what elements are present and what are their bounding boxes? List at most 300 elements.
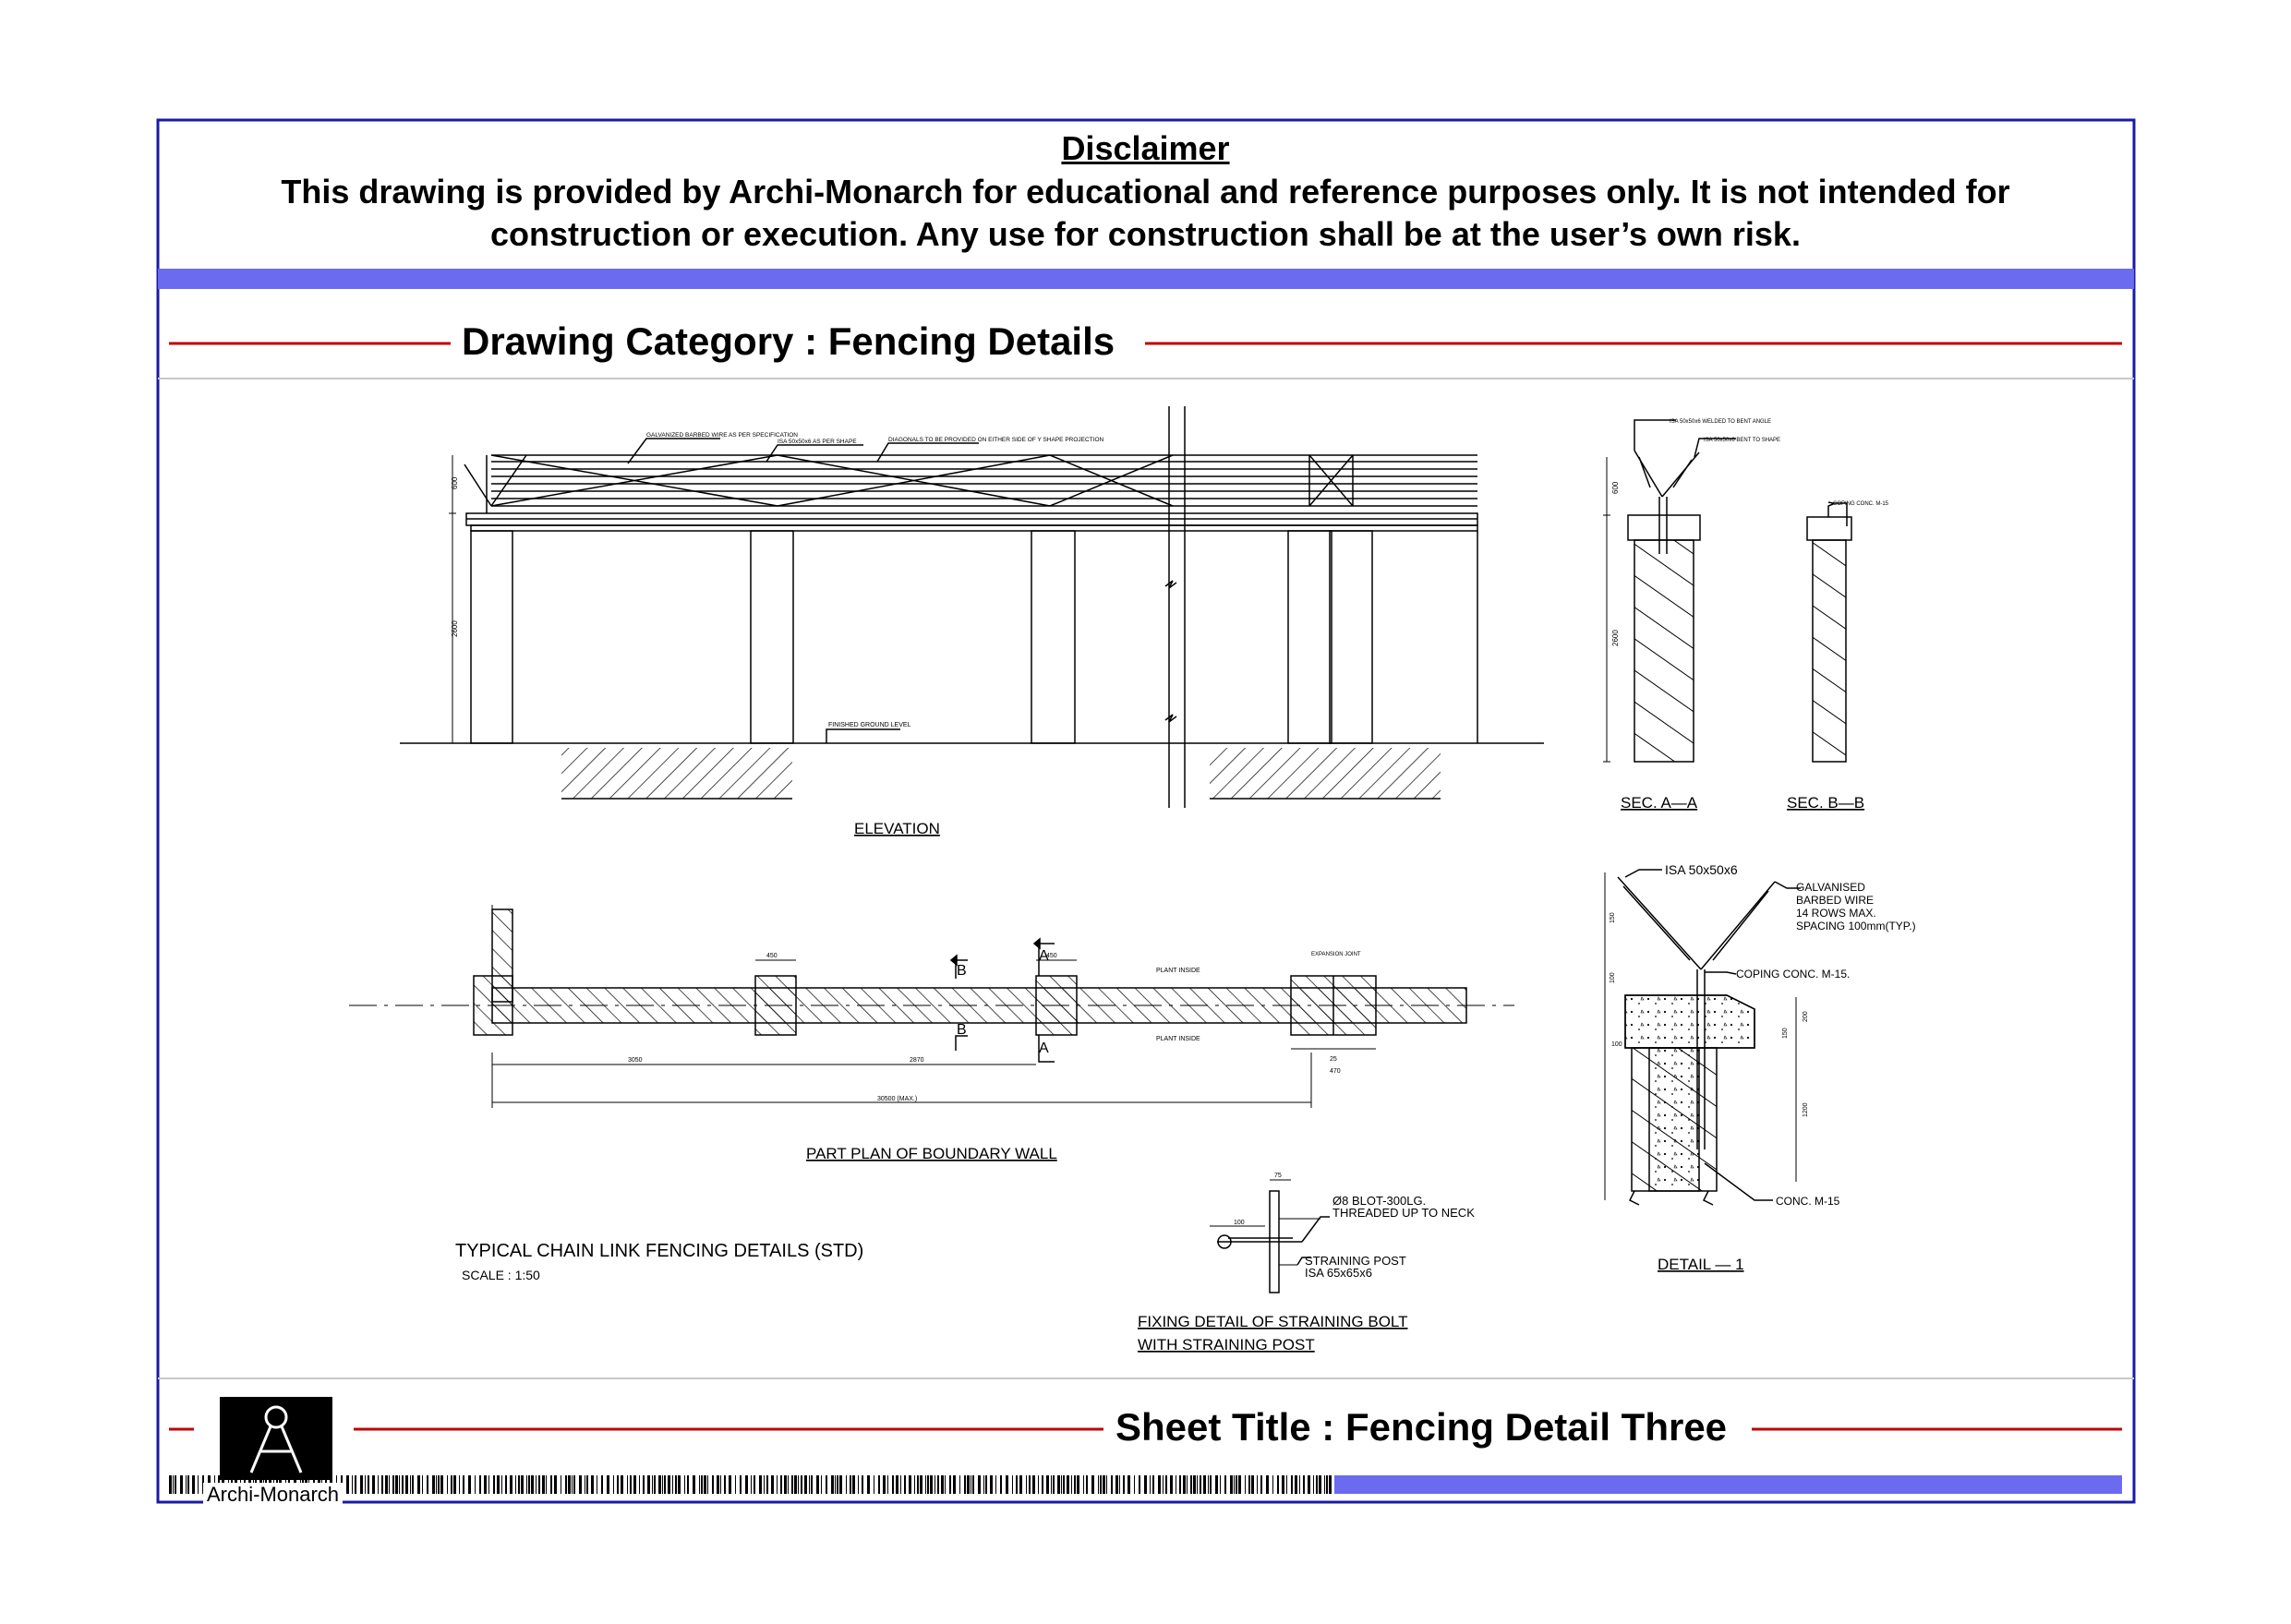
barcode-bar xyxy=(867,1475,870,1494)
barcode-bar xyxy=(909,1475,911,1494)
barcode-bar xyxy=(664,1475,666,1494)
barcode-bar xyxy=(927,1475,929,1494)
barcode-bar xyxy=(684,1475,685,1494)
barcode-bar xyxy=(186,1475,187,1494)
barcode-bar xyxy=(399,1475,400,1494)
barcode-bar xyxy=(1324,1475,1325,1494)
barcode-bar xyxy=(764,1475,765,1494)
d1-wire4: SPACING 100mm(TYP.) xyxy=(1796,920,1916,932)
barcode-bar xyxy=(368,1475,369,1494)
barcode-bar xyxy=(1299,1475,1300,1494)
barcode-bar xyxy=(1308,1475,1310,1494)
disclaimer-band xyxy=(158,269,2134,289)
barcode-bar xyxy=(978,1475,981,1494)
barcode-bar xyxy=(925,1475,926,1494)
barcode-bar xyxy=(1326,1475,1328,1494)
barcode-bar xyxy=(573,1475,575,1494)
barcode-bar xyxy=(360,1475,363,1494)
elev-note-ground: FINISHED GROUND LEVEL xyxy=(828,722,911,728)
detail1-drawing xyxy=(1605,870,1801,1205)
barcode-bar xyxy=(1111,1475,1113,1494)
barcode-bar xyxy=(672,1475,673,1494)
barcode-bar xyxy=(920,1475,922,1494)
barcode-bar xyxy=(788,1475,789,1494)
bb-note: COPING CONC. M-15 xyxy=(1833,501,1889,507)
barcode-bar xyxy=(1139,1475,1140,1494)
barcode-bar xyxy=(378,1475,379,1494)
barcode-bar xyxy=(1230,1475,1233,1494)
plan-dim-470: 470 xyxy=(1330,1068,1341,1075)
barcode-bar xyxy=(668,1475,670,1494)
barcode-bar xyxy=(1224,1475,1226,1494)
barcode-bar xyxy=(475,1475,476,1494)
barcode-bar xyxy=(835,1475,836,1494)
d1-dim-a: 100 xyxy=(1611,1041,1622,1048)
barcode-bar xyxy=(1190,1475,1192,1494)
bolt-note2: THREADED UP TO NECK xyxy=(1332,1206,1475,1220)
barcode-bar xyxy=(1061,1475,1062,1494)
barcode-bar xyxy=(352,1475,353,1494)
barcode-bar xyxy=(1042,1475,1043,1494)
barcode-bar xyxy=(1019,1475,1022,1494)
barcode-bar xyxy=(729,1475,731,1494)
barcode-bar xyxy=(1077,1475,1079,1494)
barcode-bar xyxy=(412,1475,414,1494)
barcode-bar xyxy=(1316,1475,1318,1494)
plan-label-plant-top: PLANT INSIDE xyxy=(1156,968,1200,974)
barcode-bar xyxy=(953,1475,956,1494)
bolt-caption1: FIXING DETAIL OF STRAINING BOLT xyxy=(1138,1313,1408,1330)
plan-caption: PART PLAN OF BOUNDARY WALL xyxy=(806,1145,1057,1162)
footer-band xyxy=(1334,1475,2122,1494)
plan-label-plant-bottom: PLANT INSIDE xyxy=(1156,1036,1200,1042)
barcode-bar xyxy=(526,1475,527,1494)
bolt-dim2: 100 xyxy=(1234,1220,1245,1226)
barcode-bar xyxy=(707,1475,708,1494)
elev-note-diag: DIAGONALS TO BE PROVIDED ON EITHER SIDE OF Y SHAPE PROJECTION xyxy=(888,437,1104,443)
barcode-bar xyxy=(687,1475,689,1494)
barcode-bar xyxy=(1115,1475,1118,1494)
barcode-bar xyxy=(862,1475,863,1494)
barcode-bar xyxy=(777,1475,778,1494)
barcode-bar xyxy=(568,1475,571,1494)
barcode-bar xyxy=(1329,1475,1332,1494)
d1-dim-c: 150 xyxy=(1782,1028,1789,1039)
barcode-bar xyxy=(658,1475,661,1494)
barcode-bar xyxy=(846,1475,847,1494)
barcode-bar xyxy=(497,1475,500,1494)
barcode-bar xyxy=(1098,1475,1099,1494)
section-bb-caption: SEC. B—B xyxy=(1787,794,1865,812)
barcode-bar xyxy=(1083,1475,1084,1494)
barcode-bar xyxy=(572,1475,573,1494)
barcode-bar xyxy=(389,1475,390,1494)
barcode-bar xyxy=(858,1475,859,1494)
barcode-bar xyxy=(1291,1475,1293,1494)
barcode-bar xyxy=(1016,1475,1018,1494)
barcode-bar xyxy=(791,1475,793,1494)
barcode-bar xyxy=(536,1475,537,1494)
barcode-bar xyxy=(1251,1475,1254,1494)
barcode-bar xyxy=(521,1475,524,1494)
barcode-bar xyxy=(436,1475,437,1494)
barcode-bar xyxy=(990,1475,993,1494)
barcode-bar xyxy=(816,1475,819,1494)
barcode-bar xyxy=(839,1475,842,1494)
plan-dim-pier: 450 xyxy=(766,953,778,959)
barcode-bar xyxy=(447,1475,448,1494)
barcode-bar xyxy=(852,1475,855,1494)
disclaimer-title: Disclaimer xyxy=(1061,129,1230,167)
elev-note-isa: ISA 50x50x6 AS PER SHAPE xyxy=(778,439,857,445)
barcode-bar xyxy=(1012,1475,1013,1494)
barcode-bar xyxy=(821,1475,822,1494)
barcode-bar xyxy=(967,1475,970,1494)
drawing-category-title: Drawing Category : Fencing Details xyxy=(462,319,1115,363)
barcode-bar xyxy=(1165,1475,1167,1494)
plan-marker-a-bottom: A xyxy=(1039,1041,1049,1056)
barcode-bar xyxy=(794,1475,797,1494)
barcode-bar xyxy=(896,1475,898,1494)
section-bb-drawing xyxy=(1807,502,1851,762)
barcode-bar xyxy=(1210,1475,1212,1494)
barcode-bar xyxy=(554,1475,557,1494)
barcode-bar xyxy=(712,1475,714,1494)
barcode-bar xyxy=(1183,1475,1186,1494)
barcode-bar xyxy=(173,1475,174,1494)
barcode-bar xyxy=(586,1475,588,1494)
barcode-bar xyxy=(438,1475,440,1494)
barcode-bar xyxy=(1091,1475,1094,1494)
barcode-bar xyxy=(417,1475,420,1494)
barcode-bar xyxy=(766,1475,768,1494)
bolt-caption2: WITH STRAINING POST xyxy=(1138,1336,1315,1353)
barcode-bar xyxy=(484,1475,487,1494)
disclaimer-body xyxy=(185,171,2106,256)
barcode-bar xyxy=(1038,1475,1039,1494)
plan-dim-25: 25 xyxy=(1330,1056,1337,1063)
barcode-bar xyxy=(904,1475,906,1494)
barcode-bar xyxy=(453,1475,456,1494)
barcode-bar xyxy=(1266,1475,1269,1494)
barcode-bar xyxy=(546,1475,547,1494)
barcode-bar xyxy=(892,1475,894,1494)
barcode-bar xyxy=(964,1475,966,1494)
barcode-bar xyxy=(451,1475,452,1494)
barcode-bar xyxy=(528,1475,530,1494)
d1-wire3: 14 ROWS MAX. xyxy=(1796,907,1876,920)
barcode-bar xyxy=(1215,1475,1218,1494)
barcode-bar xyxy=(798,1475,799,1494)
barcode-bar xyxy=(1220,1475,1221,1494)
barcode-bar xyxy=(175,1475,176,1494)
plan-marker-b-top: B xyxy=(957,963,967,979)
barcode-bar xyxy=(355,1475,356,1494)
barcode-bar xyxy=(515,1475,516,1494)
barcode-bar xyxy=(1257,1475,1258,1494)
barcode-bar xyxy=(809,1475,810,1494)
barcode-bar xyxy=(643,1475,645,1494)
barcode-bar xyxy=(538,1475,540,1494)
barcode-bar xyxy=(617,1475,619,1494)
barcode-bar xyxy=(579,1475,582,1494)
bolt-dim1: 75 xyxy=(1274,1173,1282,1179)
disclaimer-line-1: This drawing is provided by Archi-Monarch for educational and reference purposes only. It is not intended for xyxy=(281,173,2010,211)
barcode-bar xyxy=(883,1475,886,1494)
barcode-bar xyxy=(654,1475,656,1494)
sheet-title: Sheet Title : Fencing Detail Three xyxy=(1115,1405,1728,1449)
barcode-bar xyxy=(531,1475,534,1494)
bolt-note1: Ø8 BLOT-300LG. xyxy=(1332,1194,1427,1208)
barcode-bar xyxy=(633,1475,636,1494)
barcode-bar xyxy=(372,1475,375,1494)
barcode-bar xyxy=(1203,1475,1206,1494)
barcode-bar xyxy=(985,1475,987,1494)
barcode-bar xyxy=(934,1475,935,1494)
barcode-bar xyxy=(652,1475,653,1494)
barcode-bar xyxy=(941,1475,944,1494)
barcode-bar xyxy=(1123,1475,1125,1494)
barcode-bar xyxy=(720,1475,721,1494)
barcode-bar xyxy=(735,1475,736,1494)
barcode-bar xyxy=(627,1475,628,1494)
d1-dim-f: 1200 xyxy=(1803,1102,1809,1117)
barcode-bar xyxy=(1144,1475,1147,1494)
barcode-bar xyxy=(759,1475,762,1494)
barcode-bar xyxy=(1163,1475,1164,1494)
plan-marker-a-top: A xyxy=(1039,948,1049,964)
barcode-bar xyxy=(1006,1475,1008,1494)
barcode-bar xyxy=(1046,1475,1049,1494)
barcode-bar xyxy=(169,1475,172,1494)
barcode-bar xyxy=(542,1475,545,1494)
barcode-bar xyxy=(1152,1475,1154,1494)
barcode-bar xyxy=(1234,1475,1235,1494)
d1-wire2: BARBED WIRE xyxy=(1796,894,1875,907)
barcode-bar xyxy=(1134,1475,1135,1494)
barcode-bar xyxy=(1053,1475,1055,1494)
barcode-bar xyxy=(850,1475,851,1494)
barcode-bar xyxy=(780,1475,782,1494)
barcode-bar xyxy=(493,1475,495,1494)
barcode-bar xyxy=(1187,1475,1188,1494)
plan-label-expansion: EXPANSION JOINT xyxy=(1311,952,1361,957)
barcode-bar xyxy=(949,1475,951,1494)
barcode-bar xyxy=(346,1475,349,1494)
barcode-bar xyxy=(395,1475,398,1494)
barcode-bar xyxy=(801,1475,802,1494)
barcode-bar xyxy=(1086,1475,1088,1494)
barcode-bar xyxy=(771,1475,774,1494)
barcode-bar xyxy=(1063,1475,1065,1494)
barcode-bar xyxy=(405,1475,408,1494)
barcode-bar xyxy=(392,1475,394,1494)
barcode-bar xyxy=(917,1475,919,1494)
barcode-bar xyxy=(501,1475,502,1494)
barcode-bar xyxy=(198,1475,199,1494)
barcode-bar xyxy=(1248,1475,1250,1494)
barcode-bar xyxy=(1238,1475,1241,1494)
d1-conc: CONC. M-15 xyxy=(1776,1195,1840,1208)
barcode-bar xyxy=(432,1475,435,1494)
barcode-bar xyxy=(192,1475,195,1494)
bolt-note4: ISA 65x65x6 xyxy=(1305,1266,1372,1280)
barcode-bar xyxy=(422,1475,423,1494)
aa-dim1: 600 xyxy=(1611,481,1620,494)
barcode-bar xyxy=(187,1475,189,1494)
aa-dim2: 2600 xyxy=(1611,630,1620,646)
barcode-bar xyxy=(724,1475,726,1494)
barcode-bar xyxy=(740,1475,742,1494)
barcode-bar xyxy=(381,1475,383,1494)
barcode-bar xyxy=(831,1475,834,1494)
barcode-bar xyxy=(701,1475,703,1494)
d1-dim-e: 100 xyxy=(1610,972,1616,983)
barcode-bar xyxy=(385,1475,388,1494)
barcode-bar xyxy=(463,1475,464,1494)
general-scale: SCALE : 1:50 xyxy=(462,1268,540,1282)
aa-note1: ISA 50x50x6 WELDED TO BENT ANGLE xyxy=(1670,419,1772,425)
barcode-bar xyxy=(1150,1475,1151,1494)
barcode-bar xyxy=(837,1475,838,1494)
barcode-bar xyxy=(995,1475,996,1494)
barcode-bar xyxy=(410,1475,411,1494)
barcode-bar xyxy=(1029,1475,1031,1494)
general-title: TYPICAL CHAIN LINK FENCING DETAILS (STD) xyxy=(455,1241,864,1261)
barcode-bar xyxy=(983,1475,984,1494)
barcode-bar xyxy=(1200,1475,1201,1494)
elevation-caption: ELEVATION xyxy=(854,820,940,837)
barcode-bar xyxy=(488,1475,489,1494)
barcode-bar xyxy=(1277,1475,1279,1494)
d1-dim-b: 200 xyxy=(1803,1011,1809,1022)
barcode-bar xyxy=(751,1475,752,1494)
barcode-bar xyxy=(647,1475,650,1494)
barcode-bar xyxy=(630,1475,632,1494)
barcode-bar xyxy=(945,1475,946,1494)
barcode-bar xyxy=(1106,1475,1107,1494)
barcode-bar xyxy=(1057,1475,1060,1494)
barcode-bar xyxy=(1208,1475,1209,1494)
elev-dim-height: 2600 xyxy=(451,620,459,637)
barcode-bar xyxy=(754,1475,755,1494)
barcode-bar xyxy=(565,1475,567,1494)
barcode-bar xyxy=(601,1475,603,1494)
barcode-bar xyxy=(468,1475,471,1494)
barcode-bar xyxy=(1245,1475,1246,1494)
barcode-bar xyxy=(699,1475,700,1494)
barcode-bar xyxy=(678,1475,681,1494)
barcode-bar xyxy=(607,1475,609,1494)
barcode-bar xyxy=(1282,1475,1284,1494)
plan-dim-pier2: 450 xyxy=(1046,953,1057,959)
barcode-bar xyxy=(1074,1475,1076,1494)
barcode-bar xyxy=(1236,1475,1237,1494)
barcode-bar xyxy=(959,1475,960,1494)
barcode-bar xyxy=(1119,1475,1120,1494)
barcode-bar xyxy=(591,1475,594,1494)
elev-note-wire: GALVANIZED BARBED WIRE AS PER SPECIFICATION xyxy=(646,432,798,439)
barcode-bar xyxy=(510,1475,512,1494)
barcode-bar xyxy=(1026,1475,1027,1494)
detail1-caption: DETAIL — 1 xyxy=(1658,1256,1744,1273)
barcode-bar xyxy=(1158,1475,1161,1494)
plan-dim-span2: 2870 xyxy=(910,1057,924,1064)
brand-name: Archi-Monarch xyxy=(203,1483,343,1507)
barcode-bar xyxy=(1197,1475,1198,1494)
barcode-bar xyxy=(1303,1475,1305,1494)
barcode-bar xyxy=(1272,1475,1273,1494)
barcode-bar xyxy=(621,1475,623,1494)
barcode-bar xyxy=(440,1475,443,1494)
barcode-bar xyxy=(1193,1475,1196,1494)
barcode-bar xyxy=(402,1475,404,1494)
elev-dim-top: 600 xyxy=(451,476,459,489)
barcode-bar xyxy=(972,1475,974,1494)
barcode-bar xyxy=(518,1475,520,1494)
barcode-bar xyxy=(365,1475,366,1494)
barcode-bar xyxy=(717,1475,719,1494)
section-aa-drawing xyxy=(1603,420,1736,762)
barcode-bar xyxy=(427,1475,428,1494)
barcode-bar xyxy=(675,1475,677,1494)
barcode-bar xyxy=(505,1475,507,1494)
barcode-bar xyxy=(459,1475,460,1494)
barcode-bar xyxy=(878,1475,880,1494)
disclaimer-line-2: construction or execution. Any use for construction shall be at the user’s own risk. xyxy=(490,215,1801,253)
barcode-bar xyxy=(930,1475,933,1494)
barcode-bar xyxy=(693,1475,695,1494)
barcode-bar xyxy=(1170,1475,1173,1494)
bolt-note3: STRAINING POST xyxy=(1305,1254,1406,1268)
barcode-strip xyxy=(169,1475,1332,1494)
barcode-bar xyxy=(704,1475,706,1494)
barcode-bar xyxy=(784,1475,787,1494)
barcode-bar xyxy=(1051,1475,1052,1494)
barcode-bar xyxy=(937,1475,939,1494)
barcode-bar xyxy=(1260,1475,1262,1494)
logo-compass-icon xyxy=(220,1397,332,1480)
barcode-bar xyxy=(1319,1475,1321,1494)
barcode-bar xyxy=(1100,1475,1102,1494)
barcode-bar xyxy=(1000,1475,1002,1494)
barcode-bar xyxy=(180,1475,183,1494)
barcode-bar xyxy=(745,1475,748,1494)
d1-coping: COPING CONC. M-15. xyxy=(1736,968,1851,980)
barcode-bar xyxy=(1286,1475,1287,1494)
barcode-bar xyxy=(1295,1475,1297,1494)
plan-drawing xyxy=(349,905,1514,1108)
aa-note2: ISA 50x50x6 BENT TO SHAPE xyxy=(1704,438,1781,443)
barcode-bar xyxy=(1067,1475,1069,1494)
elevation-drawing xyxy=(400,406,1544,808)
barcode-bar xyxy=(1179,1475,1181,1494)
d1-isa: ISA 50x50x6 xyxy=(1665,862,1738,877)
barcode-bar xyxy=(804,1475,807,1494)
plan-dim-overall: 30500 (MAX.) xyxy=(877,1096,918,1102)
d1-wire1: GALVANISED xyxy=(1796,881,1865,894)
barcode-bar xyxy=(479,1475,481,1494)
barcode-bar xyxy=(639,1475,640,1494)
barcode-bar xyxy=(1032,1475,1035,1494)
d1-dim-d: 150 xyxy=(1610,912,1616,923)
barcode-bar xyxy=(914,1475,915,1494)
barcode-bar xyxy=(826,1475,827,1494)
barcode-bar xyxy=(1103,1475,1105,1494)
barcode-bar xyxy=(900,1475,901,1494)
plan-dim-span1: 3050 xyxy=(628,1057,643,1064)
barcode-bar xyxy=(550,1475,552,1494)
